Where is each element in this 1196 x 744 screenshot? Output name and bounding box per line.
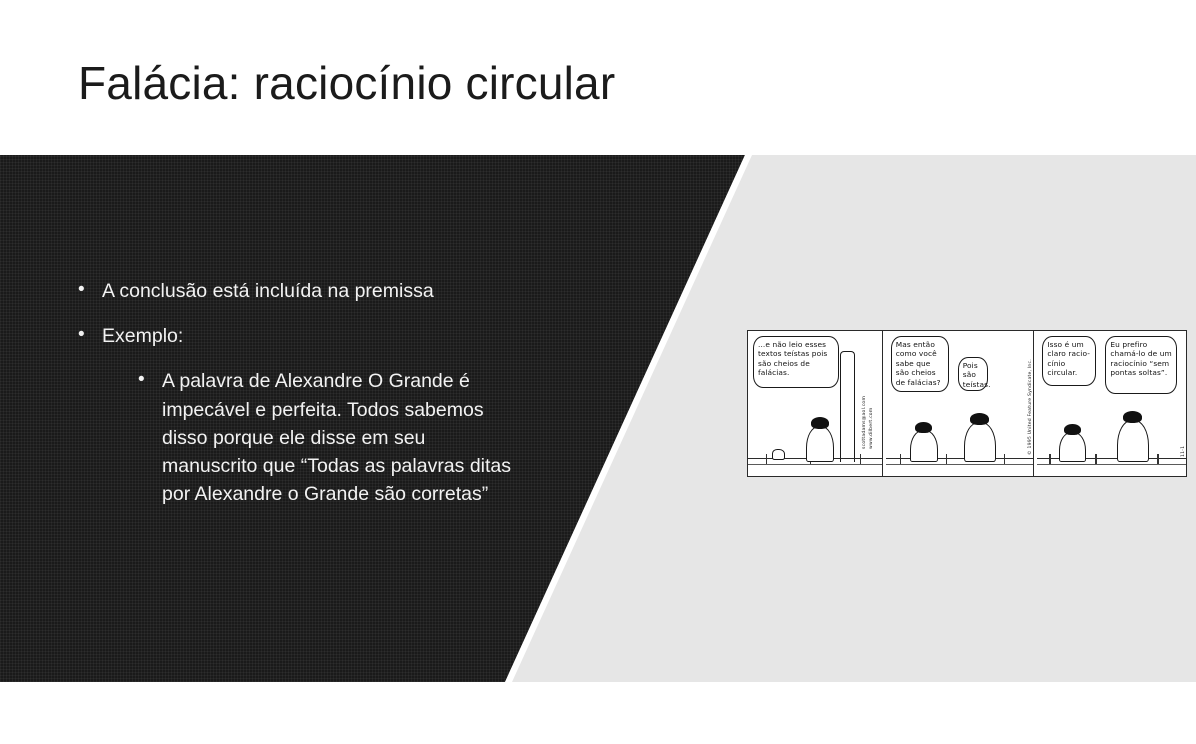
copyright-side-text: www.dilbert.com [869, 407, 874, 449]
fence-post [1095, 454, 1096, 464]
ground-line [886, 458, 1034, 459]
ground-line-2 [748, 464, 882, 465]
character-figure [1117, 420, 1149, 462]
comic-panel-1 [748, 331, 883, 476]
character-figure [806, 426, 834, 462]
speech-bubble: Mas então como você sabe que são cheios de falácias? [891, 336, 949, 392]
ground-line-2 [886, 464, 1034, 465]
ground-line-2 [1037, 464, 1186, 465]
fence-post [946, 454, 947, 464]
speech-bubble: ...e não leio esses textos teístas pois são cheios de falácias. [753, 336, 839, 388]
character-head [970, 413, 989, 425]
list-item: • Exemplo: [72, 323, 542, 351]
character-head [1064, 424, 1081, 435]
character-head [811, 417, 829, 429]
list-item: • A conclusão está incluída na premissa [72, 278, 542, 306]
comic-strip-image [747, 330, 1187, 477]
fence-post [1049, 454, 1050, 464]
list-item: • A palavra de Alexandre O Grande é impecável e perfeita. Todos sabemos disso porque ele disse em seu manuscrito que “Todas as palavras ditas por Alexandre o Grande são corretas” [132, 367, 522, 508]
copyright-side-text-2: scottadams@aol.com [862, 395, 867, 449]
character-head [915, 422, 932, 433]
dog-figure [772, 449, 785, 460]
page-title: Falácia: raciocínio circular [78, 57, 616, 109]
fence-post [1157, 454, 1158, 464]
fence-post [1004, 454, 1005, 464]
speech-bubble: Eu prefiro chamá-lo de um raciocínio “sem pontas soltas”. [1105, 336, 1177, 394]
speech-bubble: Pois são teístas. [958, 357, 988, 391]
bullet-list [72, 278, 542, 509]
fence-post [766, 454, 767, 464]
fence-post [900, 454, 901, 464]
copyright-side-text: © 1995 United Feature Syndicate, Inc. [1027, 359, 1033, 455]
comic-panel-3 [1037, 331, 1186, 476]
character-figure [1059, 432, 1086, 462]
speech-bubble: Isso é um claro racio-cínio circular. [1042, 336, 1096, 386]
tree-shape [840, 351, 855, 462]
character-head [1123, 411, 1142, 423]
comic-panel-2 [886, 331, 1035, 476]
fence-post [860, 454, 861, 464]
panel-number-text: 11-1 [1181, 445, 1186, 457]
character-figure [964, 422, 996, 462]
character-figure [910, 430, 938, 462]
